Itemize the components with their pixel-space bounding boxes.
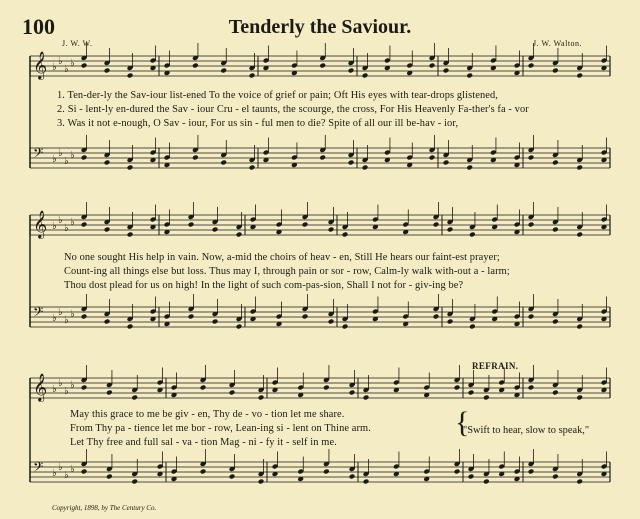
- note-head: [302, 222, 309, 228]
- note-head: [319, 63, 326, 69]
- note-head: [104, 227, 111, 233]
- note-head: [433, 222, 440, 228]
- note-head: [348, 160, 355, 166]
- note-head: [576, 232, 583, 238]
- flat-icon: ♭: [64, 470, 69, 481]
- note-head: [349, 474, 356, 480]
- note-head: [342, 324, 349, 330]
- flat-icon: ♭: [70, 58, 75, 69]
- composer-credit: J. W. Walton.: [533, 39, 583, 48]
- note-head: [443, 68, 450, 74]
- note-head: [258, 479, 265, 485]
- note-head: [127, 232, 134, 238]
- note-head: [229, 474, 236, 480]
- note-head: [454, 469, 461, 475]
- note-head: [127, 165, 134, 171]
- note-head: [362, 165, 369, 171]
- note-head: [363, 395, 370, 401]
- note-head: [483, 395, 490, 401]
- note-head: [443, 160, 450, 166]
- treble-clef-icon: 𝄞: [33, 373, 48, 401]
- note-head: [552, 390, 559, 396]
- note-head: [81, 385, 88, 391]
- treble-clef-icon: 𝄞: [33, 210, 48, 238]
- note-head: [328, 319, 335, 325]
- note-head: [220, 68, 227, 74]
- flat-icon: ♭: [70, 380, 75, 391]
- note-head: [468, 390, 475, 396]
- note-head: [363, 479, 370, 485]
- note-head: [454, 385, 461, 391]
- note-head: [552, 474, 559, 480]
- note-head: [188, 222, 195, 228]
- flat-icon: ♭: [58, 378, 63, 389]
- note-head: [528, 469, 535, 475]
- system2-verse1: No one sought His help in vain. Now, a-mid the choirs of heav - en, Still He hears our faint-est prayer;: [64, 252, 500, 263]
- bass-clef-icon: 𝄢: [33, 145, 44, 164]
- note-head: [220, 160, 227, 166]
- note-head: [528, 155, 535, 161]
- note-head: [552, 160, 559, 166]
- note-head: [576, 165, 583, 171]
- system3-verse2: From Thy pa - tience let me bor - row, Lean-ing si - lent on Thine arm.: [70, 423, 371, 434]
- copyright-notice: Copyright, 1898, by The Century Co.: [52, 504, 157, 512]
- flat-icon: ♭: [52, 221, 57, 232]
- note-head: [576, 324, 583, 330]
- note-head: [528, 63, 535, 69]
- note-head: [576, 73, 583, 79]
- note-head: [483, 479, 490, 485]
- flat-icon: ♭: [58, 148, 63, 159]
- note-head: [258, 395, 265, 401]
- verse-brace: {: [455, 406, 470, 439]
- note-head: [362, 73, 369, 79]
- note-head: [81, 222, 88, 228]
- note-head: [192, 155, 199, 161]
- note-head: [192, 63, 199, 69]
- note-head: [104, 68, 111, 74]
- flat-icon: ♭: [64, 64, 69, 75]
- note-head: [81, 314, 88, 320]
- treble-clef-icon: 𝄞: [33, 51, 48, 79]
- note-head: [429, 155, 436, 161]
- note-head: [81, 469, 88, 475]
- note-head: [469, 324, 476, 330]
- note-head: [323, 385, 330, 391]
- note-head: [323, 469, 330, 475]
- note-head: [81, 63, 88, 69]
- note-head: [528, 385, 535, 391]
- flat-icon: ♭: [70, 150, 75, 161]
- flat-icon: ♭: [70, 464, 75, 475]
- note-head: [200, 469, 207, 475]
- flat-icon: ♭: [70, 217, 75, 228]
- note-head: [429, 63, 436, 69]
- flat-icon: ♭: [52, 154, 57, 165]
- note-head: [348, 68, 355, 74]
- note-head: [342, 232, 349, 238]
- flat-icon: ♭: [58, 215, 63, 226]
- flat-icon: ♭: [64, 223, 69, 234]
- flat-icon: ♭: [64, 156, 69, 167]
- system1-verse3: 3. Was it not e-nough, O Sav - iour, For us sin - ful men to die? Spite of all our ill be-hav - ior,: [57, 118, 459, 129]
- note-head: [229, 390, 236, 396]
- note-head: [466, 165, 473, 171]
- note-head: [552, 227, 559, 233]
- note-head: [236, 324, 243, 330]
- note-head: [104, 160, 111, 166]
- note-head: [127, 324, 134, 330]
- note-head: [552, 319, 559, 325]
- flat-icon: ♭: [58, 56, 63, 67]
- refrain-text: "Swift to hear, slow to speak,": [463, 425, 590, 436]
- refrain-label: REFRAIN.: [472, 361, 519, 371]
- flat-icon: ♭: [52, 62, 57, 73]
- system3-verse3: Let Thy free and full sal - va - tion Mag - ni - fy it - self in me.: [70, 437, 337, 448]
- note-head: [349, 390, 356, 396]
- bass-clef-icon: 𝄢: [33, 304, 44, 323]
- system1-verse1: 1. Ten-der-ly the Sav-iour list-ened To the voice of grief or pain; Oft His eyes with tear-drops glistened,: [57, 90, 498, 101]
- bass-clef-icon: 𝄢: [33, 459, 44, 478]
- note-head: [188, 314, 195, 320]
- note-head: [447, 319, 454, 325]
- note-head: [466, 73, 473, 79]
- note-head: [528, 314, 535, 320]
- flat-icon: ♭: [52, 313, 57, 324]
- hymn-number: 100: [22, 14, 55, 39]
- note-head: [328, 227, 335, 233]
- note-head: [576, 395, 583, 401]
- note-head: [81, 155, 88, 161]
- note-head: [302, 314, 309, 320]
- note-head: [447, 227, 454, 233]
- note-head: [212, 227, 219, 233]
- flat-icon: ♭: [64, 315, 69, 326]
- flat-icon: ♭: [52, 384, 57, 395]
- note-head: [131, 395, 138, 401]
- flat-icon: ♭: [52, 468, 57, 479]
- note-head: [469, 232, 476, 238]
- note-head: [236, 232, 243, 238]
- flat-icon: ♭: [64, 386, 69, 397]
- flat-icon: ♭: [58, 307, 63, 318]
- hymn-title: Tenderly the Saviour.: [228, 16, 412, 38]
- note-head: [212, 319, 219, 325]
- note-head: [131, 479, 138, 485]
- note-head: [249, 73, 256, 79]
- note-head: [104, 319, 111, 325]
- note-head: [576, 479, 583, 485]
- note-head: [552, 68, 559, 74]
- note-head: [106, 474, 113, 480]
- author-credit: J. W. W.: [62, 39, 93, 48]
- note-head: [468, 474, 475, 480]
- note-head: [200, 385, 207, 391]
- flat-icon: ♭: [58, 462, 63, 473]
- note-head: [127, 73, 134, 79]
- note-head: [433, 314, 440, 320]
- system1-verse2: 2. Si - lent-ly en-dured the Sav - iour Cru - el taunts, the scourge, the cross, For His Heavenly Fa-ther's fa - vor: [57, 104, 529, 115]
- system2-verse3: Thou dost plead for us on high! In the light of such com-pas-sion, Shall I not for - giv-ing be?: [64, 280, 464, 291]
- note-head: [249, 165, 256, 171]
- note-head: [528, 222, 535, 228]
- system3-verse1: May this grace to me be giv - en, Thy de - vo - tion let me share.: [70, 409, 345, 420]
- note-head: [106, 390, 113, 396]
- note-head: [319, 155, 326, 161]
- system2-verse2: Count-ing all things else but loss. Thus may I, through pain or sor - row, Calm-ly walk with-out a - larm;: [64, 266, 510, 277]
- flat-icon: ♭: [70, 309, 75, 320]
